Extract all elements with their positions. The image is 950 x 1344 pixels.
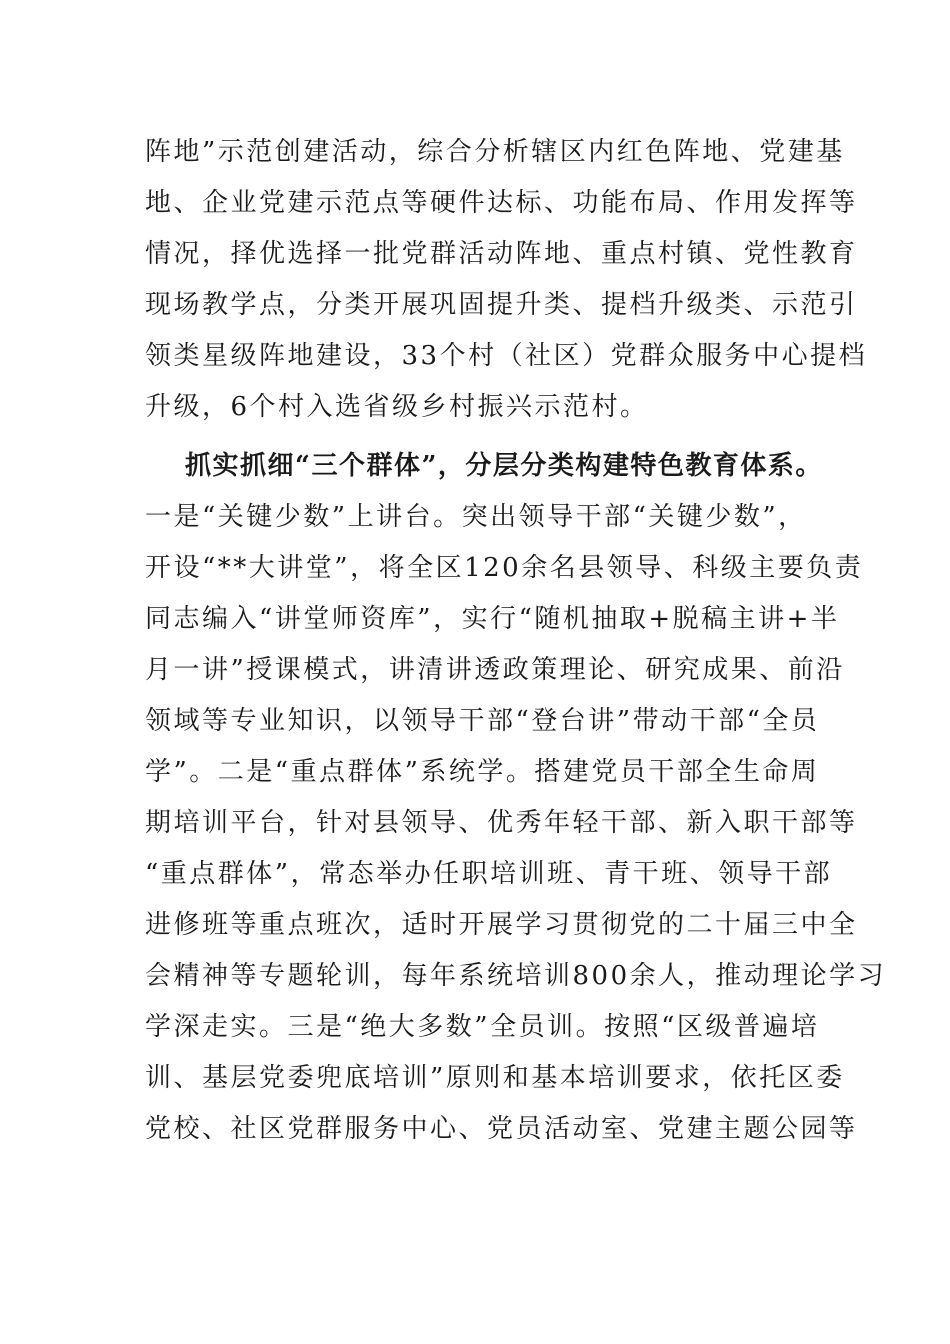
- paragraph-line: 领域等专业知识，以领导干部“登台讲”带动干部“全员: [145, 706, 820, 736]
- paragraph-line: 学”。二是“重点群体”系统学。搭建党员干部全生命周: [145, 757, 820, 787]
- paragraph-line: “重点群体”，常态举办任职培训班、青干班、领导干部: [145, 859, 833, 889]
- paragraph-line: 学深走实。三是“绝大多数”全员训。按照“区级普遍培: [145, 1012, 820, 1042]
- paragraph-line: 期培训平台，针对县领导、优秀年轻干部、新入职干部等: [145, 808, 858, 838]
- paragraph-line: 现场教学点，分类开展巩固提升类、提档升级类、示范引: [145, 290, 858, 320]
- paragraph-line: 阵地”示范创建活动，综合分析辖区内红色阵地、党建基: [145, 137, 845, 167]
- paragraph-line: 地、企业党建示范点等硬件达标、功能布局、作用发挥等: [145, 188, 858, 218]
- paragraph-2: [145, 441, 887, 1155]
- paragraph-line: 领类星级阵地建设，33个村（社区）党群众服务中心提档: [145, 341, 868, 371]
- paragraph-line: 党校、社区党群服务中心、党员活动室、党建主题公园等: [145, 1114, 858, 1144]
- paragraph-line: 情况，择优选择一批党群活动阵地、重点村镇、党性教育: [145, 239, 858, 269]
- paragraph-line: 升级，6个村入选省级乡村振兴示范村。: [145, 392, 649, 422]
- paragraph-line: 训、基层党委兜底培训”原则和基本培训要求，依托区委: [145, 1063, 845, 1093]
- paragraph-1: [145, 127, 868, 433]
- paragraph-line: 同志编入“讲堂师资库”，实行“随机抽取+脱稿主讲+半: [145, 604, 840, 634]
- section-heading: 抓实抓细“三个群体”，分层分类构建特色教育体系。: [185, 451, 823, 481]
- paragraph-line: 进修班等重点班次，适时开展学习贯彻党的二十届三中全: [145, 910, 858, 940]
- paragraph-line: 一是“关键少数”上讲台。突出领导干部“关键少数”，: [145, 502, 807, 532]
- paragraph-line: 会精神等专题轮训，每年系统培训800余人，推动理论学习: [145, 961, 887, 991]
- paragraph-line: 月一讲”授课模式，讲清讲透政策理论、研究成果、前沿: [145, 655, 845, 685]
- paragraph-line: 开设“**大讲堂”，将全区120余名县领导、科级主要负责: [145, 553, 864, 583]
